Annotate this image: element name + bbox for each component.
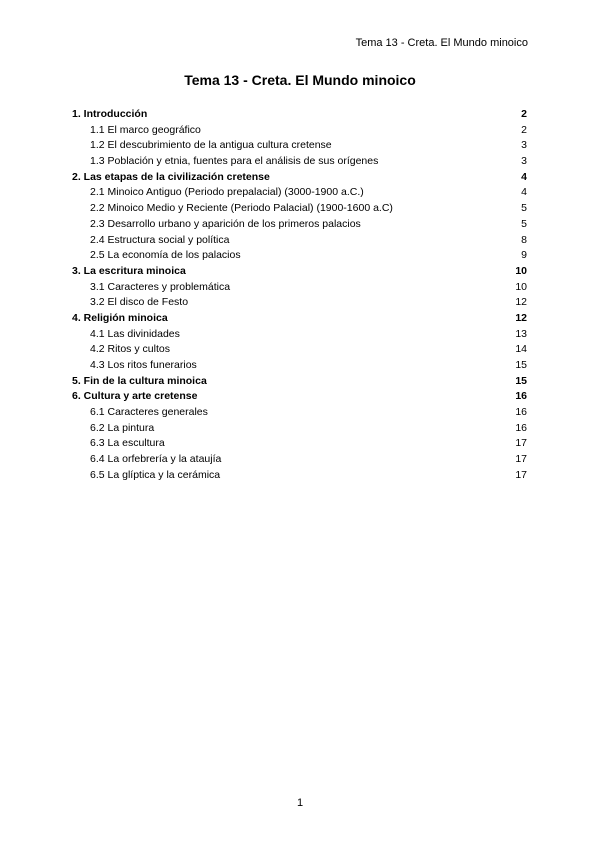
toc-entry-label: 1.1 El marco geográfico — [90, 123, 201, 136]
toc-entry-label: 3. La escritura minoica — [72, 264, 186, 277]
toc-entry-page: 15 — [515, 359, 527, 371]
toc-entry-label: 6.4 La orfebrería y la ataujía — [90, 453, 222, 466]
toc-entry-page: 4 — [521, 186, 527, 199]
toc-entry[interactable] — [72, 389, 527, 405]
toc-entry-page: 4 — [521, 170, 527, 183]
toc-entry-page: 3 — [521, 139, 527, 152]
toc-entry-label: 2.1 Minoico Antiguo (Periodo prepalacial) (3000-1900 a.C.) — [90, 186, 364, 199]
toc-entry-page: 2 — [521, 108, 527, 120]
toc-entry[interactable] — [72, 358, 527, 374]
toc-entry[interactable] — [72, 421, 527, 437]
toc-entry-label: 6.1 Caracteres generales — [90, 406, 208, 419]
toc-entry-label: 2.2 Minoico Medio y Reciente (Periodo Palacial) (1900-1600 a.C) — [90, 202, 393, 215]
toc-entry-page: 17 — [515, 468, 527, 481]
toc-entry[interactable] — [72, 374, 527, 390]
toc-entry-page: 12 — [515, 296, 527, 309]
table-of-contents — [72, 107, 527, 484]
toc-entry-page: 16 — [515, 390, 527, 403]
toc-entry-page: 16 — [515, 421, 527, 434]
toc-entry[interactable] — [72, 342, 527, 358]
toc-entry-label: 4.1 Las divinidades — [90, 327, 180, 340]
toc-entry[interactable] — [72, 248, 527, 264]
toc-entry-label: 6.3 La escultura — [90, 437, 165, 450]
toc-entry-page: 16 — [515, 406, 527, 419]
toc-entry[interactable] — [72, 154, 527, 170]
toc-entry[interactable] — [72, 233, 527, 249]
toc-entry-page: 17 — [515, 453, 527, 466]
toc-entry[interactable] — [72, 295, 527, 311]
toc-entry-label: 1.2 El descubrimiento de la antigua cultura cretense — [90, 139, 332, 152]
toc-entry-page: 13 — [515, 327, 527, 340]
toc-entry-label: 4. Religión minoica — [72, 311, 168, 324]
toc-entry[interactable] — [72, 201, 527, 217]
toc-entry-page: 9 — [521, 249, 527, 262]
toc-entry[interactable] — [72, 405, 527, 421]
toc-entry-page: 8 — [521, 233, 527, 246]
page-number: 1 — [296, 797, 304, 809]
toc-entry-label: 3.2 El disco de Festo — [90, 296, 189, 309]
toc-entry[interactable] — [72, 327, 527, 343]
toc-entry-page: 5 — [521, 202, 527, 215]
toc-entry[interactable] — [72, 170, 527, 186]
toc-entry-page: 2 — [521, 123, 527, 136]
toc-entry-label: 6. Cultura y arte cretense — [72, 390, 198, 403]
toc-entry-page: 17 — [515, 437, 527, 450]
toc-entry-label: 2.3 Desarrollo urbano y aparición de los primeros palacios — [90, 217, 361, 230]
toc-entry[interactable] — [72, 311, 527, 327]
toc-entry-label: 2.4 Estructura social y política — [90, 233, 230, 246]
toc-entry-label: 3.1 Caracteres y problemática — [90, 280, 231, 293]
toc-entry-label: 4.3 Los ritos funerarios — [90, 359, 197, 371]
toc-entry-label: 5. Fin de la cultura minoica — [72, 374, 207, 387]
document-title: Tema 13 - Creta. El Mundo minoico — [184, 72, 416, 88]
toc-entry-label: 1.3 Población y etnia, fuentes para el análisis de sus orígenes — [90, 155, 379, 168]
toc-entry-label: 6.5 La glíptica y la cerámica — [90, 468, 221, 481]
toc-entry-page: 14 — [515, 343, 527, 356]
toc-entry-label: 1. Introducción — [72, 108, 148, 120]
toc-entry-label: 4.2 Ritos y cultos — [90, 343, 170, 356]
toc-entry-label: 2.5 La economía de los palacios — [90, 249, 241, 262]
toc-entry[interactable] — [72, 452, 527, 468]
toc-entry[interactable] — [72, 123, 527, 139]
toc-entry-label: 2. Las etapas de la civilización cretense — [72, 170, 270, 183]
toc-entry[interactable] — [72, 185, 527, 201]
toc-entry-page: 10 — [515, 264, 527, 277]
toc-entry[interactable] — [72, 280, 527, 296]
toc-entry-page: 3 — [521, 155, 527, 168]
toc-entry[interactable] — [72, 468, 527, 484]
toc-entry-label: 6.2 La pintura — [90, 421, 155, 434]
toc-entry[interactable] — [72, 107, 527, 123]
toc-entry[interactable] — [72, 138, 527, 154]
toc-entry-page: 10 — [515, 280, 527, 293]
toc-entry[interactable] — [72, 217, 527, 233]
toc-entry[interactable] — [72, 264, 527, 280]
toc-entry-page: 15 — [515, 374, 527, 387]
running-header: Tema 13 - Creta. El Mundo minoico — [355, 37, 528, 49]
toc-entry[interactable] — [72, 436, 527, 452]
toc-entry-page: 5 — [521, 217, 527, 230]
toc-entry-page: 12 — [515, 311, 527, 324]
